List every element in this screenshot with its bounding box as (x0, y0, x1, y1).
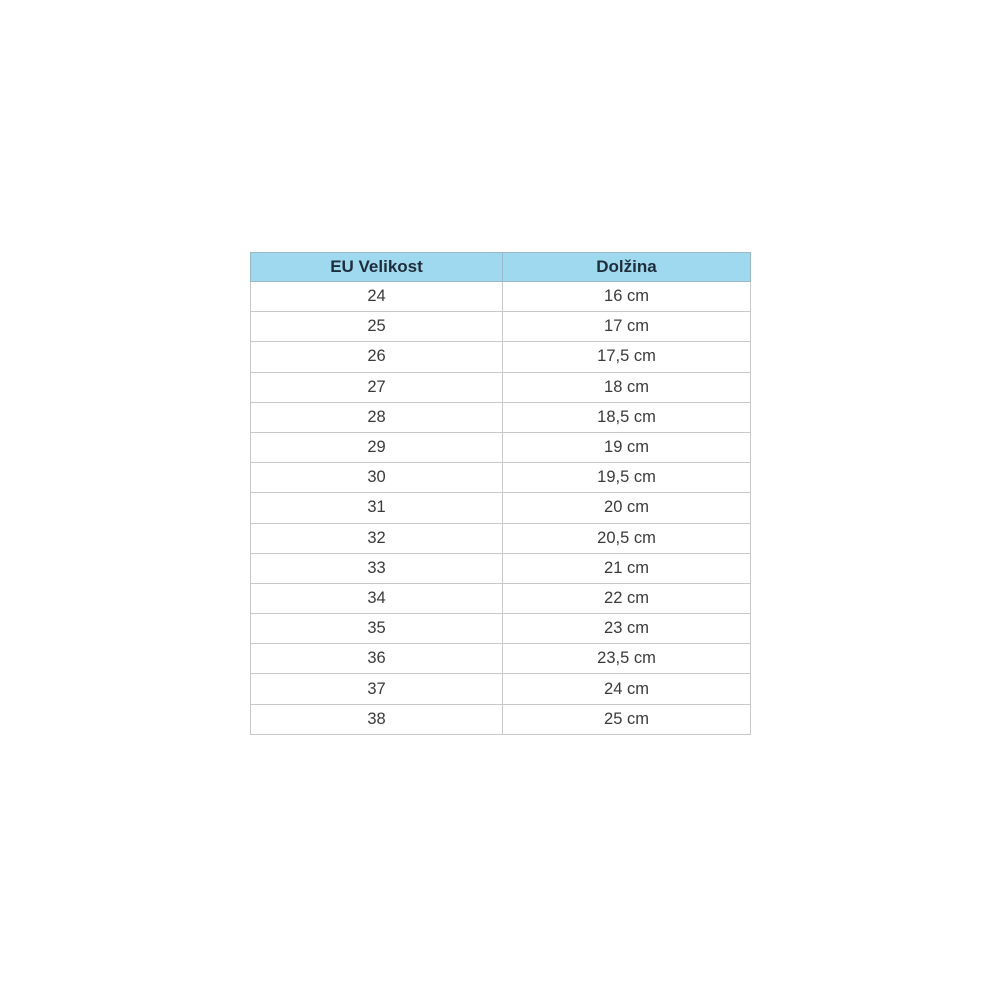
cell-eu-size: 36 (251, 644, 503, 674)
header-eu-size: EU Velikost (251, 253, 503, 282)
cell-length: 25 cm (503, 704, 751, 734)
table-row (251, 553, 751, 583)
cell-length: 18 cm (503, 372, 751, 402)
cell-length: 20 cm (503, 493, 751, 523)
table-row (251, 432, 751, 462)
table-row (251, 674, 751, 704)
cell-length: 18,5 cm (503, 402, 751, 432)
table-row (251, 583, 751, 613)
table-row (251, 614, 751, 644)
cell-length: 23 cm (503, 614, 751, 644)
table-row (251, 704, 751, 734)
cell-eu-size: 28 (251, 402, 503, 432)
cell-length: 17,5 cm (503, 342, 751, 372)
cell-length: 17 cm (503, 312, 751, 342)
cell-eu-size: 31 (251, 493, 503, 523)
cell-eu-size: 26 (251, 342, 503, 372)
cell-length: 23,5 cm (503, 644, 751, 674)
cell-eu-size: 32 (251, 523, 503, 553)
cell-length: 19,5 cm (503, 463, 751, 493)
table-row (251, 342, 751, 372)
table-body (251, 282, 751, 735)
cell-eu-size: 37 (251, 674, 503, 704)
table-row (251, 372, 751, 402)
table-row (251, 523, 751, 553)
table-row (251, 644, 751, 674)
table-row (251, 402, 751, 432)
cell-length: 22 cm (503, 583, 751, 613)
table-row (251, 312, 751, 342)
cell-eu-size: 27 (251, 372, 503, 402)
size-chart-table (250, 252, 751, 735)
cell-length: 16 cm (503, 282, 751, 312)
header-length: Dolžina (503, 253, 751, 282)
cell-eu-size: 38 (251, 704, 503, 734)
table-header-row (251, 253, 751, 282)
cell-length: 21 cm (503, 553, 751, 583)
cell-eu-size: 25 (251, 312, 503, 342)
cell-eu-size: 33 (251, 553, 503, 583)
cell-eu-size: 34 (251, 583, 503, 613)
cell-length: 24 cm (503, 674, 751, 704)
cell-eu-size: 30 (251, 463, 503, 493)
table-row (251, 463, 751, 493)
cell-eu-size: 35 (251, 614, 503, 644)
table-row (251, 282, 751, 312)
cell-length: 20,5 cm (503, 523, 751, 553)
table-row (251, 493, 751, 523)
cell-eu-size: 24 (251, 282, 503, 312)
cell-length: 19 cm (503, 432, 751, 462)
cell-eu-size: 29 (251, 432, 503, 462)
